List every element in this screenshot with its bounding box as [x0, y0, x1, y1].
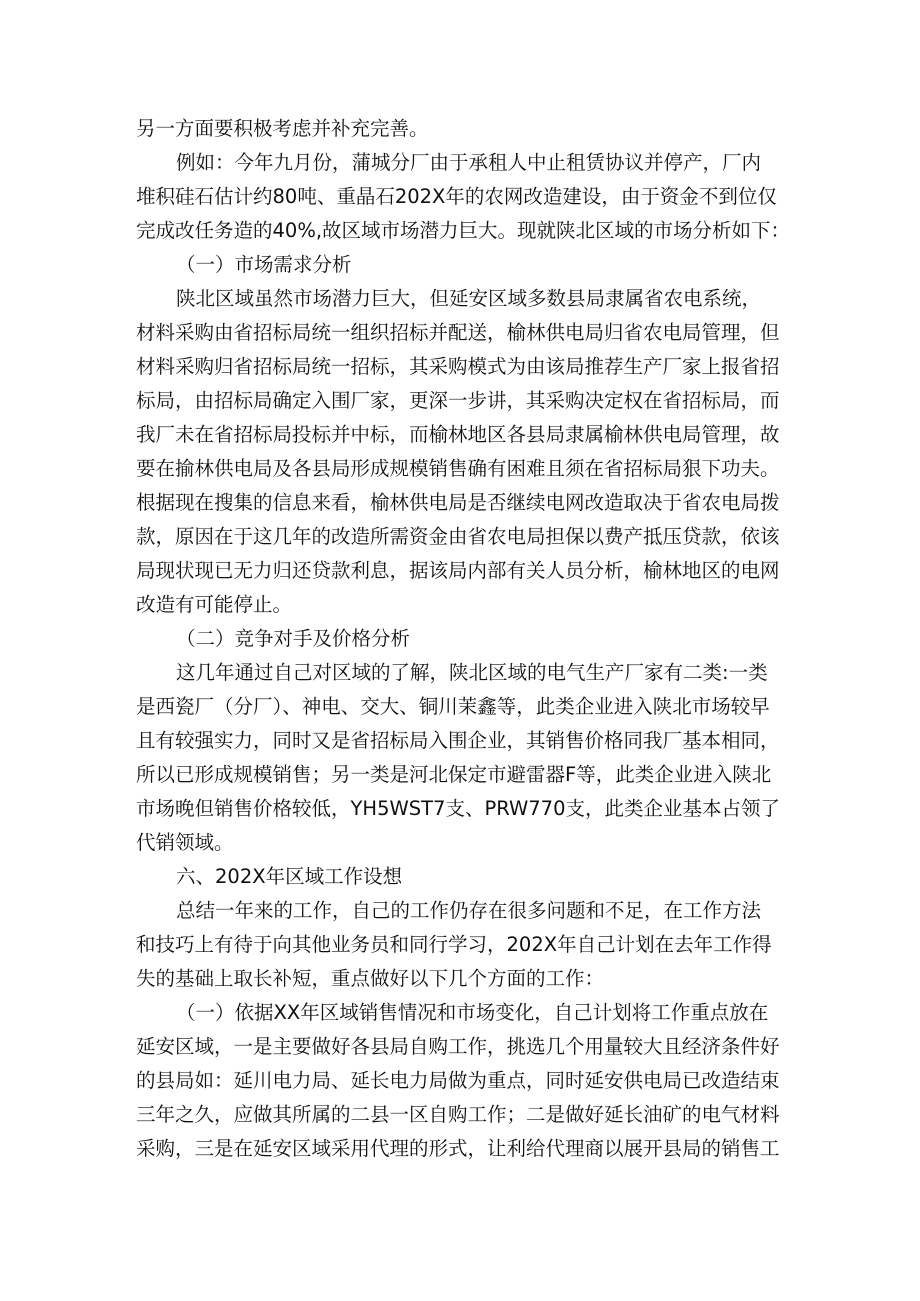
paragraph-start-line: 例如：今年九月份，蒲城分厂由于承租人中止租赁协议并停产，厂内 [176, 151, 762, 174]
text-line: 材料采购由省招标局统一组织招标并配送，榆林供电局归省农电局管理，但 [136, 321, 780, 344]
paragraph-start-line: 这几年通过自己对区域的了解，陕北区域的电气生产厂家有二类:一类 [176, 661, 768, 684]
text-line: 和技巧上有待于向其他业务员和同行学习，202X年自己计划在去年工作得 [136, 933, 772, 956]
text-line: 是西瓷厂（分厂）、神电、交大、铜川茉鑫等，此类企业进入陕北市场较早 [136, 695, 770, 718]
text-line: 采购，三是在延安区域采用代理的形式，让利给代理商以展开县局的销售工 [136, 1137, 780, 1160]
text-line: 标局，由招标局确定入围厂家，更深一步讲，其采购决定权在省招标局，而 [136, 389, 780, 412]
paragraph-start-line: 总结一年来的工作，自己的工作仍存在很多问题和不足，在工作方法 [176, 899, 762, 922]
text-line: 延安区域，一是主要做好各县局自购工作，挑选几个用量较大且经济条件好 [136, 1035, 780, 1058]
text-line: 且有较强实力，同时又是省招标局入围企业，其销售价格同我厂基本相同， [136, 729, 780, 752]
paragraph-start-line: （一）依据XX年区域销售情况和市场变化，自己计划将工作重点放在 [176, 1001, 769, 1024]
text-line: 所以已形成规模销售；另一类是河北保定市避雷器F等，此类企业进入陕北 [136, 763, 772, 786]
text-line: 局现状现已无力归还贷款利息，据该局内部有关人员分析，榆林地区的电网 [136, 559, 780, 582]
section-heading: 六、202X年区域工作设想 [176, 865, 403, 888]
text-line: 三年之久，应做其所属的二县一区自购工作；二是做好延长油矿的电气材料 [136, 1103, 780, 1126]
paragraph-start-line: 陕北区域虽然市场潜力巨大，但延安区域多数县局隶属省农电系统， [176, 287, 762, 310]
text-line: 失的基础上取长补短，重点做好以下几个方面的工作： [136, 967, 605, 990]
text-line: 的县局如：延川电力局、延长电力局做为重点，同时延安供电局已改造结束 [136, 1069, 780, 1092]
text-line: 代销领域。 [136, 831, 234, 854]
text-line: 市场晚但销售价格较低，YH5WST7支、PRW770支，此类企业基本占领了 [136, 797, 780, 820]
text-line: 根据现在搜集的信息来看，榆林供电局是否继续电网改造取决于省农电局拨 [136, 491, 780, 514]
section-heading: （一）市场需求分析 [176, 253, 352, 276]
text-line: 堆积硅石估计约80吨、重晶石202X年的农网改造建设，由于资金不到位仅 [136, 185, 777, 208]
section-heading: （二）竞争对手及价格分析 [176, 627, 411, 650]
document-body [136, 112, 796, 1166]
text-line: 款，原因在于这几年的改造所需资金由省农电局担保以费产抵压贷款，依该 [136, 525, 780, 548]
text-line: 要在揄林供电局及各县局形成规模销售确有困难且须在省招标局狠下功夫。 [136, 457, 780, 480]
text-line: 材料采购归省招标局统一招标，其采购模式为由该局推荐生产厂家上报省招 [136, 355, 780, 378]
text-line: 改造有可能停止。 [136, 593, 293, 616]
text-line: 另一方面要积极考虑并补充完善。 [136, 117, 429, 140]
text-line: 完成改任务造的40%,故区域市场潜力巨大。现就陕北区域的市场分析如下： [136, 219, 791, 242]
text-line: 我厂未在省招标局投标并中标，而榆林地区各县局隶属榆林供电局管理，故 [136, 423, 780, 446]
